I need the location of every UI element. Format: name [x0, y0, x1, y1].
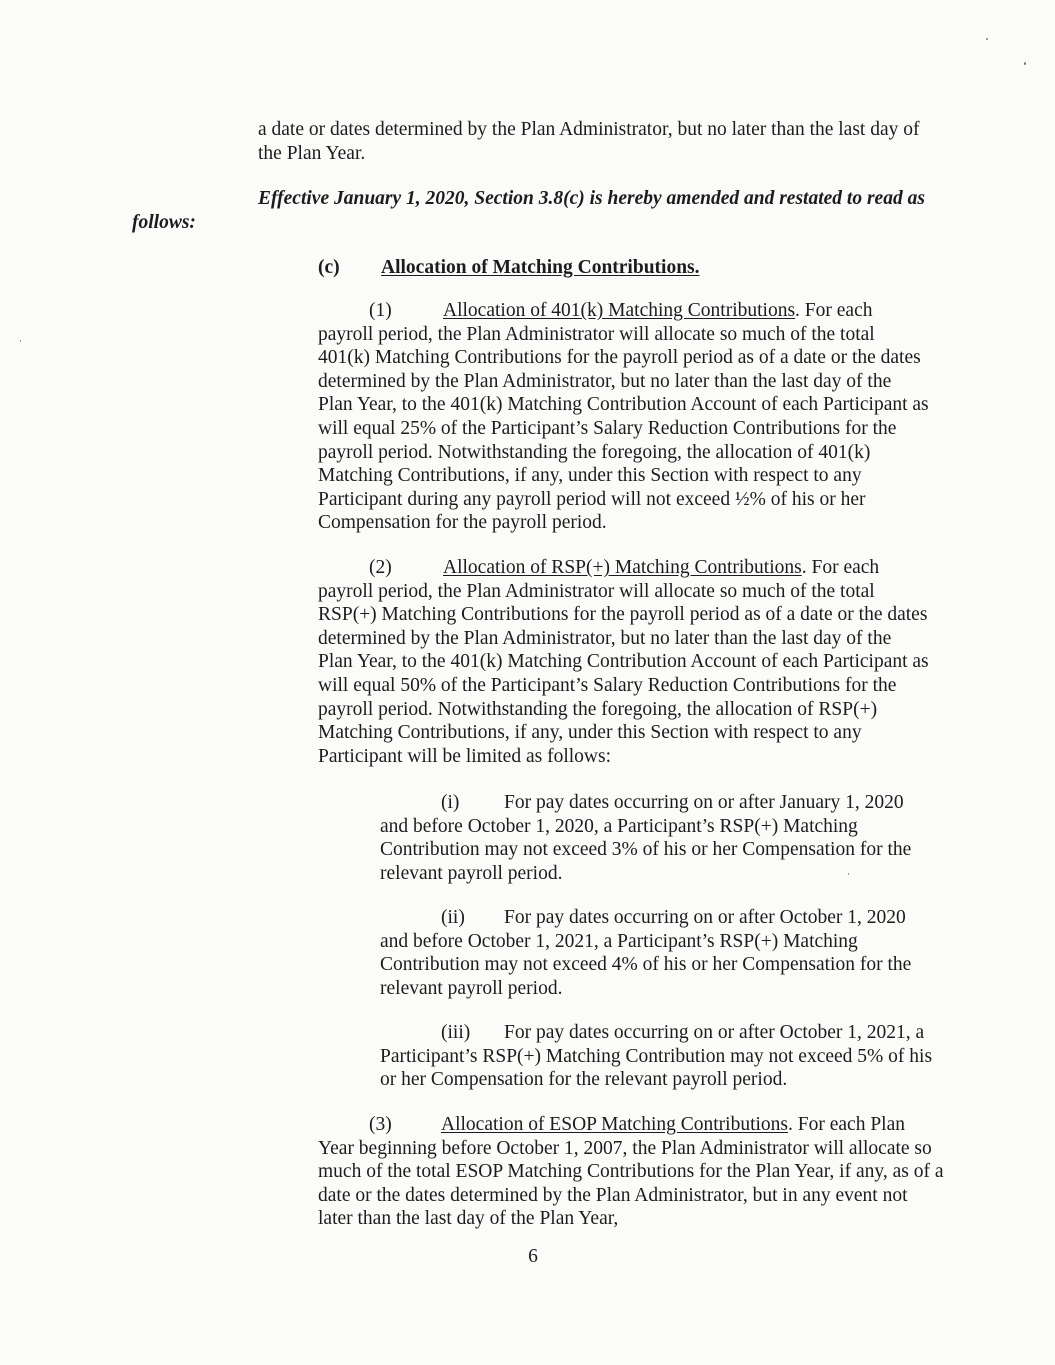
paragraph-2-number: (2): [369, 557, 392, 578]
paragraph-3-title: Allocation of ESOP Matching Contributions: [441, 1114, 789, 1135]
page-number: 6: [528, 1246, 538, 1267]
paragraph-3: [318, 1113, 944, 1231]
subparagraph-i: [380, 791, 932, 885]
scan-speck: [1024, 62, 1026, 65]
paragraph-3-body: . For each Plan Year beginning before October 1, 2007, the Plan Administrator will allocate so much of the total ESOP Matching Contributions for the Plan Year, if any, as of a date or the dates determined by the Plan Administrator, but in any event not later than the last day of the Plan Year,: [318, 1114, 944, 1230]
paragraph-1-number: (1): [369, 300, 392, 321]
scan-speck: [986, 38, 988, 40]
paragraph-1-body: . For each payroll period, the Plan Administrator will allocate so much of the total 401(k) Matching Contributions for the payroll period as of a date or the dates determined by the Plan Administrator, but no later than the last day of the Plan Year, to the 401(k) Matching Contribution Account of each Participant as will equal 25% of the Participant’s Salary Reduction Contributions for the payroll period. Notwithstanding the foregoing, the allocation of 401(k) Matching Contributions, if any, under this Section with respect to any Participant during any payroll period will not exceed ½% of his or her Compensation for the payroll period.: [318, 300, 929, 534]
subparagraph-ii: [380, 906, 932, 1000]
subparagraph-iii: [380, 1021, 940, 1092]
paragraph-1: [318, 299, 930, 535]
paragraph-2: [318, 556, 930, 768]
section-c-heading: [318, 256, 938, 280]
scan-speck: [20, 340, 21, 342]
paragraph-1-title: Allocation of 401(k) Matching Contributions: [443, 300, 796, 321]
section-c-label: (c): [318, 257, 340, 278]
amendment-intro: Effective January 1, 2020, Section 3.8(c) is hereby amended and restated to read as follows:: [132, 188, 925, 233]
subparagraph-iii-body: For pay dates occurring on or after October 1, 2021, a Participant’s RSP(+) Matching Contribution may not exceed 5% of his or her Compensation for the relevant payroll period.: [380, 1022, 933, 1091]
paragraph-2-body: . For each payroll period, the Plan Administrator will allocate so much of the total RSP(+) Matching Contributions for the payroll period as of a date or the dates determined by the Plan Administrator, but no later than the last day of the Plan Year, to the 401(k) Matching Contribution Account of each Participant as will equal 50% of the Participant’s Salary Reduction Contributions for the payroll period. Notwithstanding the foregoing, the allocation of RSP(+) Matching Contributions, if any, under this Section with respect to any Participant will be limited as follows:: [318, 557, 929, 767]
subparagraph-iii-number: (iii): [441, 1022, 471, 1043]
paragraph-3-number: (3): [369, 1114, 392, 1135]
subparagraph-i-body: For pay dates occurring on or after January 1, 2020 and before October 1, 2020, a Participant’s RSP(+) Matching Contribution may not exceed 3% of his or her Compensation for the relevant payroll period.: [380, 792, 912, 884]
subparagraph-ii-body: For pay dates occurring on or after October 1, 2020 and before October 1, 2021, a Participant’s RSP(+) Matching Contribution may not exceed 4% of his or her Compensation for the relevant payroll period.: [380, 907, 912, 999]
subparagraph-i-number: (i): [441, 792, 460, 813]
subparagraph-ii-number: (ii): [441, 907, 465, 928]
section-c-title: Allocation of Matching Contributions.: [381, 257, 700, 278]
paragraph-2-title: Allocation of RSP(+) Matching Contributions: [443, 557, 802, 578]
continuation-text: a date or dates determined by the Plan Administrator, but no later than the last day of the Plan Year.: [258, 119, 920, 164]
